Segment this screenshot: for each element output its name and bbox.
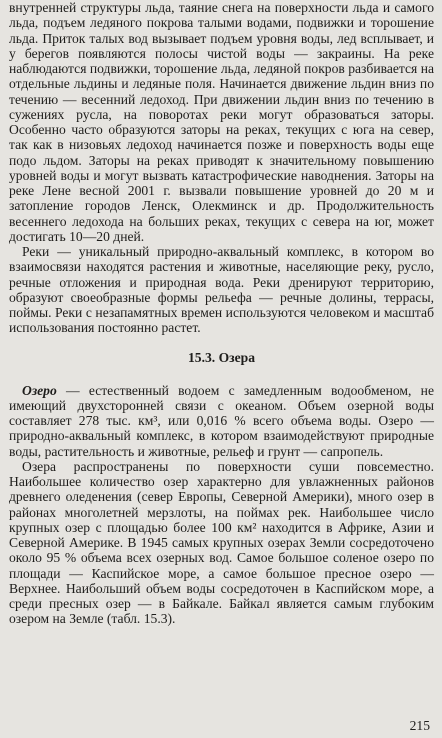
term-lake: Озеро xyxy=(22,382,57,398)
page-number: 215 xyxy=(409,718,430,733)
section-heading: 15.3. Озера xyxy=(187,349,255,365)
paragraph-lake-distribution: Озера распространены по поверхности суши повсеместно. Наибольшее количество озер характерно для увлажненных районов древнего оледенения (север Европы, Северной Америки), много озер в районах многолетней мерзлоты, на поймах рек. Наибольшее число крупных озер с площадью более 100 км² находится в Африке, Азии и Северной Америке. В 1945 самых крупных озерах Земли сосредоточено около 95 % объема всех озерных вод. Самое большое соленое озеро по площади — Каспийское море, а самое большое пресное озеро — Верхнее. Наибольший объем воды сосредоточен в Каспийском море, а среди пресных озер — в Байкале. Байкал является самым глубоким озером на Земле (табл. 15.3). xyxy=(9,458,434,627)
body-text xyxy=(9,0,434,627)
paragraph-river-ice: внутренней структуры льда, таяние снега на поверхности льда и самого льда, подъем ледяного покрова талыми водами, подвижки и торошение льда. Приток талых вод вызывает подъем уровня воды, лед всплывает, и у берегов появляются полосы чистой воды — закраины. На реке наблюдаются подвижки, торошение льда, ледяной покров разбивается на отдельные льдины и ледяные поля. Начинается движение льдин вниз по течению — весенний ледоход. При движении льдин вниз по течению в сужениях русла, на поворотах реки могут образоваться заторы. Особенно часто образуются заторы на реках, текущих с юга на север, так как в низовьях ледоход начинается позже и поверхность воды еще подо льдом. Заторы на реках приводят к значительному повышению уровней воды и могут вызвать катастрофические наводнения. Заторы на реке Лене весной 2001 г. вызвали повышение уровней до 20 м и затопление городов Ленск, Олекминск и др. Продолжительность весеннего ледохода на больших реках, текущих с севера на юг, может достигать 10—20 дней. xyxy=(9,0,435,244)
paragraph-river-complex: Реки — уникальный природно-аквальный комплекс, в котором во взаимосвязи находятся растения и животные, населяющие реку, русло, речные отложения и природная вода. Реки дренируют территорию, образуют своеобразные формы рельефа — речные долины, террасы, поймы. Реки с незапамятных времен используются человеком и масштаб использования постоянно растет. xyxy=(9,244,434,336)
paragraph-lake-definition xyxy=(9,383,434,459)
definition-text: — естественный водоем с замедленным водообменом, не имеющий двухсторонней связи с океаном. Объем озерной воды составляет 278 тыс. км³, или 0,016 % всего объема воды. Озеро — природно-аквальный комплекс, в котором взаимодействуют природные воды, растительность и животные, рельеф и грунт — сапропель. xyxy=(9,382,434,459)
